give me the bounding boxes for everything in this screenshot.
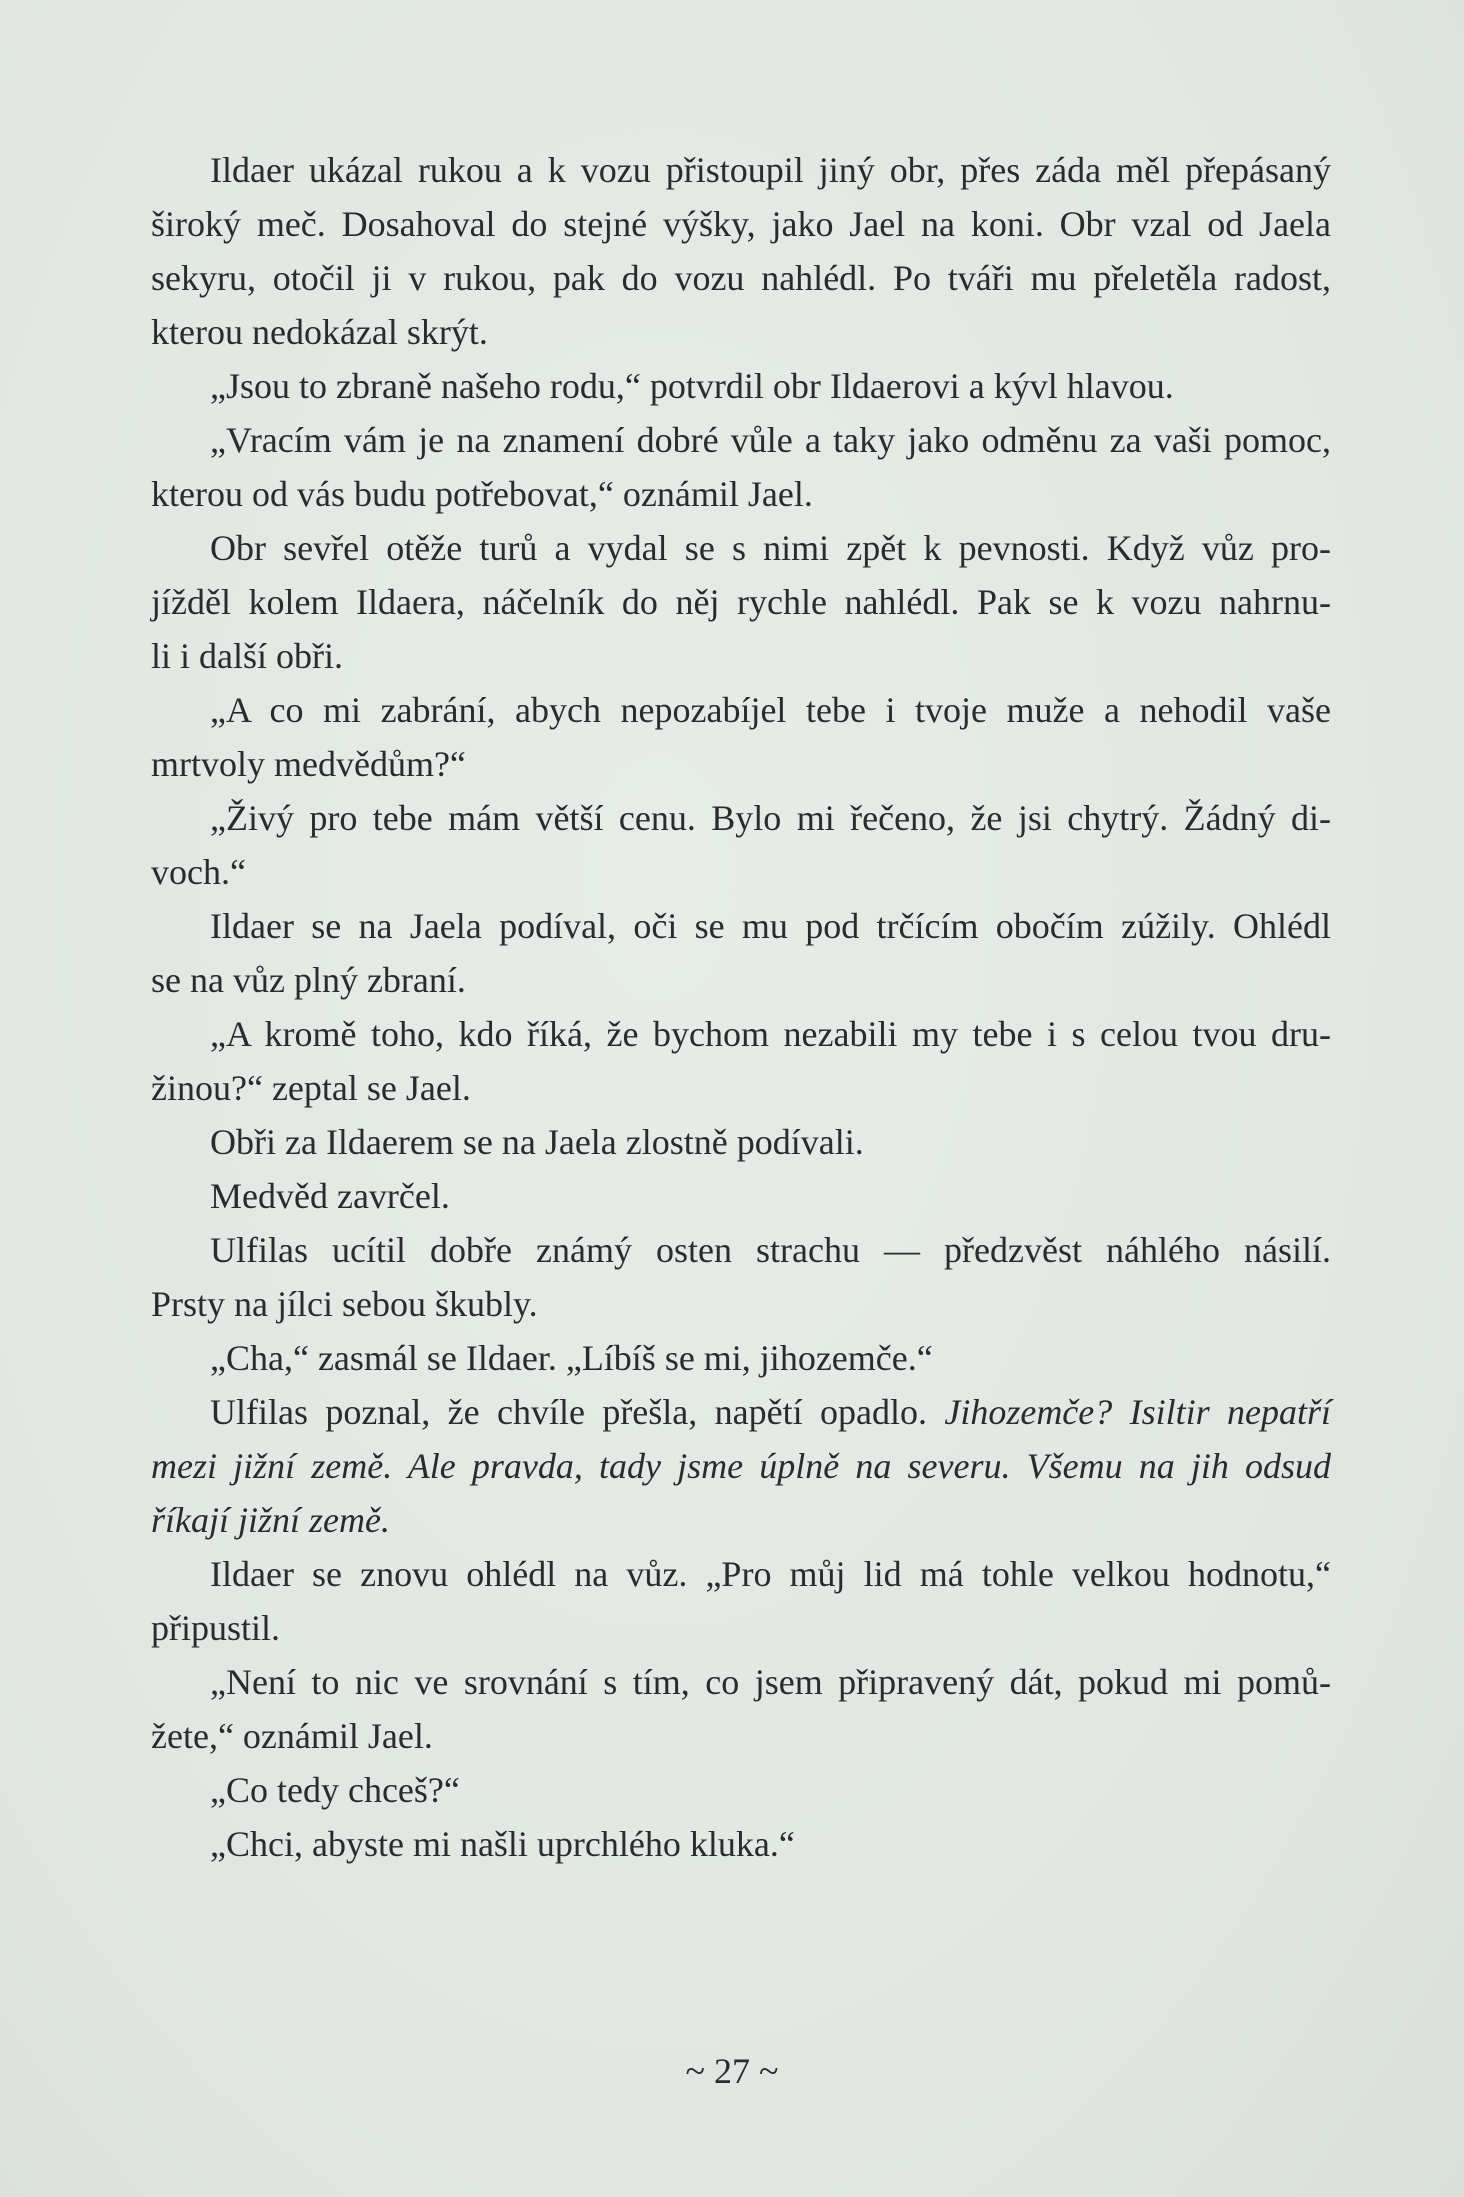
text-line: „A kromě toho, kdo říká, že bychom nezabili my tebe i s celou tvou dru- <box>210 1014 1331 1054</box>
page-number: ~ 27 ~ <box>685 2051 779 2091</box>
paragraph <box>151 1547 1331 1655</box>
text-line: sekyru, otočil ji v rukou, pak do vozu nahlédl. Po tváři mu přeletěla radost, <box>151 258 1331 298</box>
text-line: „Cha,“ zasmál se Ildaer. „Líbíš se mi, jihozemče.“ <box>210 1338 933 1378</box>
text-line: mrtvoly medvědům?“ <box>151 744 466 784</box>
text-line: Ildaer se na Jaela podíval, oči se mu pod trčícím obočím zúžily. Ohlédl <box>210 906 1331 946</box>
text-line: Medvěd zavrčel. <box>210 1176 450 1216</box>
paragraph <box>151 791 1331 899</box>
paragraph <box>151 1763 1331 1817</box>
text-line <box>151 1385 1331 1439</box>
paragraph <box>151 413 1331 521</box>
italic-run: Jihozemče? Isiltir nepatří <box>944 1392 1332 1432</box>
paragraph <box>151 143 1331 359</box>
text-line: „Jsou to zbraně našeho rodu,“ potvrdil obr Ildaerovi a kývl hlavou. <box>210 366 1174 406</box>
text-line: „Vracím vám je na znamení dobré vůle a taky jako odměnu za vaši pomoc, <box>210 420 1331 460</box>
text-run: Ulfilas poznal, že chvíle přešla, napětí opadlo. <box>210 1392 927 1432</box>
text-line: „Živý pro tebe mám větší cenu. Bylo mi řečeno, že jsi chytrý. Žádný di- <box>210 798 1331 838</box>
paragraph <box>151 1655 1331 1763</box>
text-line <box>151 1439 1331 1493</box>
paragraph <box>151 683 1331 791</box>
text-line: kterou od vás budu potřebovat,“ oznámil Jael. <box>151 474 813 514</box>
text-line: žinou?“ zeptal se Jael. <box>151 1068 471 1108</box>
paragraph <box>151 899 1331 1007</box>
text-line: „Co tedy chceš?“ <box>210 1770 460 1810</box>
text-line: li i další obři. <box>151 636 343 676</box>
paragraph <box>151 1007 1331 1115</box>
text-line: Ulfilas ucítil dobře známý osten strachu — předzvěst náhlého násilí. <box>210 1230 1331 1270</box>
text-line: Ildaer se znovu ohlédl na vůz. „Pro můj lid má tohle velkou hodnotu,“ <box>210 1554 1331 1594</box>
text-line: voch.“ <box>151 852 246 892</box>
italic-run: mezi jižní země. Ale pravda, tady jsme úplně na severu. Všemu na jih odsud <box>151 1446 1331 1486</box>
paragraph <box>151 1169 1331 1223</box>
paragraph <box>151 521 1331 683</box>
paragraph <box>151 1223 1331 1331</box>
text-line: připustil. <box>151 1608 281 1648</box>
text-line: Ildaer ukázal rukou a k vozu přistoupil jiný obr, přes záda měl přepásaný <box>210 150 1331 190</box>
text-line: Obr sevřel otěže turů a vydal se s nimi zpět k pevnosti. Když vůz pro- <box>210 528 1331 568</box>
paragraph <box>151 1115 1331 1169</box>
text-line: Obři za Ildaerem se na Jaela zlostně podívali. <box>210 1122 864 1162</box>
italic-run: říkají jižní země. <box>151 1500 390 1540</box>
text-line: široký meč. Dosahoval do stejné výšky, jako Jael na koni. Obr vzal od Jaela <box>151 204 1331 244</box>
page-text <box>151 143 1331 1871</box>
text-line: „A co mi zabrání, abych nepozabíjel tebe i tvoje muže a nehodil vaše <box>210 690 1331 730</box>
paragraph <box>151 1385 1331 1547</box>
paragraph <box>151 1331 1331 1385</box>
text-line: se na vůz plný zbraní. <box>151 960 466 1000</box>
paragraph <box>151 1817 1331 1871</box>
text-line: „Chci, abyste mi našli uprchlého kluka.“ <box>210 1824 795 1864</box>
text-line: „Není to nic ve srovnání s tím, co jsem připravený dát, pokud mi pomů- <box>210 1662 1331 1702</box>
text-line: kterou nedokázal skrýt. <box>151 312 488 352</box>
text-line: Prsty na jílci sebou škubly. <box>151 1284 538 1324</box>
text-line: žete,“ oznámil Jael. <box>151 1716 433 1756</box>
paragraph <box>151 359 1331 413</box>
text-line <box>151 1493 1331 1547</box>
text-line: jížděl kolem Ildaera, náčelník do něj rychle nahlédl. Pak se k vozu nahrnu- <box>151 582 1331 622</box>
